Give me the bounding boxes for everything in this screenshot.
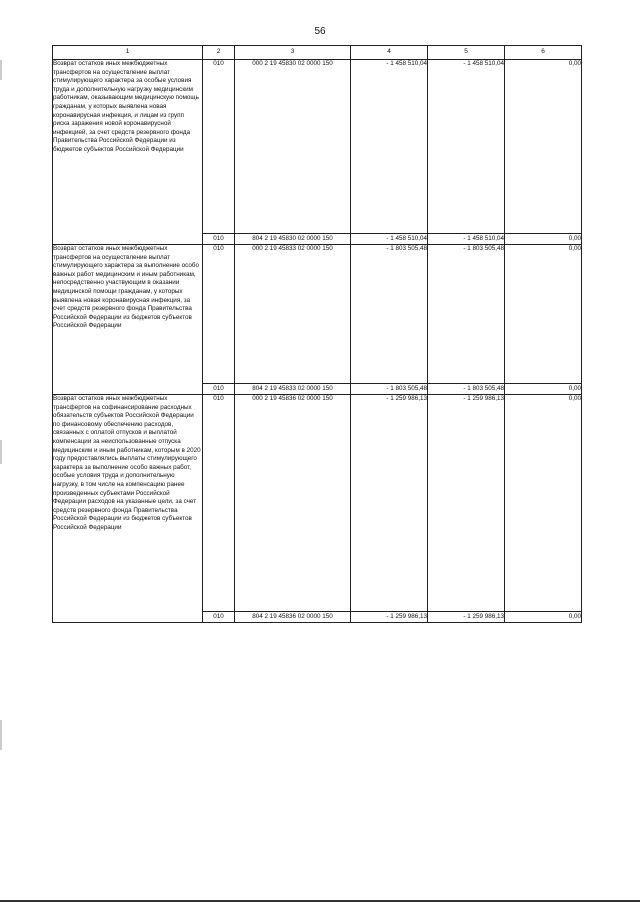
cell-col4: - 1 458 510,04 bbox=[351, 60, 428, 234]
scan-edge-mark bbox=[0, 440, 2, 464]
header-col-1: 1 bbox=[53, 46, 203, 60]
row-description: Возврат остатков иных межбюджетных трансфертов на осуществление выплат стимулирующего характера за особые условия труда и дополнительную нагрузку медицинским работникам, оказывающим медицинскую помощь гражданам, у которых выявлена новая коронавирусная инфекция, и лицам из групп риска заражения новой коронавирусной инфекцией, за счет средств резервного фонда Правительства Российской Федерации из бюджетов субъектов Российской Федерации bbox=[53, 60, 203, 245]
scan-bottom-edge bbox=[0, 900, 640, 902]
cell-col6: 0,00 bbox=[505, 234, 582, 245]
cell-col4: - 1 259 986,13 bbox=[351, 612, 428, 623]
scan-edge-mark bbox=[0, 720, 2, 750]
cell-col4: - 1 458 510,04 bbox=[351, 234, 428, 245]
cell-admin-code: 010 bbox=[203, 245, 235, 384]
scan-edge-mark bbox=[0, 60, 2, 80]
row-description: Возврат остатков иных межбюджетных трансфертов на софинансирование расходных обязательств субъектов Российской Федерации по финансовому обеспечению расходов, связанных с оплатой отпусков и выплатой компенсации за неиспользованные отпуска медицинским и иным работникам, которым в 2020 году предоставлялись выплаты стимулирующего характера за выполнение особо важных работ, особые условия труда и дополнительную нагрузку, в том числе на компенсацию ранее произведенных субъектами Российской Федерации расходов на указанные цели, за счет средств резервного фонда Правительства Российской Федерации из бюджетов субъектов Российской Федерации bbox=[53, 395, 203, 623]
header-col-2: 2 bbox=[203, 46, 235, 60]
cell-col5: - 1 803 505,48 bbox=[428, 384, 505, 395]
cell-col6: 0,00 bbox=[505, 245, 582, 384]
cell-admin-code: 010 bbox=[203, 395, 235, 612]
cell-col5: - 1 458 510,04 bbox=[428, 60, 505, 234]
cell-col6: 0,00 bbox=[505, 60, 582, 234]
header-col-3: 3 bbox=[235, 46, 351, 60]
cell-admin-code: 010 bbox=[203, 612, 235, 623]
cell-budget-code: 000 2 19 45836 02 0000 150 bbox=[235, 395, 351, 612]
cell-admin-code: 010 bbox=[203, 60, 235, 234]
header-col-6: 6 bbox=[505, 46, 582, 60]
cell-col5: - 1 458 510,04 bbox=[428, 234, 505, 245]
cell-col4: - 1 803 505,48 bbox=[351, 384, 428, 395]
cell-budget-code: 000 2 19 45833 02 0000 150 bbox=[235, 245, 351, 384]
header-row bbox=[53, 46, 582, 60]
cell-col5: - 1 259 986,13 bbox=[428, 612, 505, 623]
cell-col6: 0,00 bbox=[505, 384, 582, 395]
cell-col5: - 1 803 505,48 bbox=[428, 245, 505, 384]
cell-admin-code: 010 bbox=[203, 234, 235, 245]
cell-budget-code: 000 2 19 45830 02 0000 150 bbox=[235, 60, 351, 234]
cell-col4: - 1 259 986,13 bbox=[351, 395, 428, 612]
cell-budget-code: 804 2 19 45833 02 0000 150 bbox=[235, 384, 351, 395]
table-row bbox=[53, 60, 582, 234]
cell-budget-code: 804 2 19 45836 02 0000 150 bbox=[235, 612, 351, 623]
header-col-4: 4 bbox=[351, 46, 428, 60]
table-row bbox=[53, 395, 582, 612]
cell-admin-code: 010 bbox=[203, 384, 235, 395]
cell-col6: 0,00 bbox=[505, 612, 582, 623]
cell-budget-code: 804 2 19 45830 02 0000 150 bbox=[235, 234, 351, 245]
cell-col6: 0,00 bbox=[505, 395, 582, 612]
table-row bbox=[53, 245, 582, 384]
page-number: 56 bbox=[314, 26, 326, 37]
header-col-5: 5 bbox=[428, 46, 505, 60]
budget-table bbox=[52, 45, 582, 623]
row-description: Возврат остатков иных межбюджетных трансфертов на осуществление выплат стимулирующего характера за выполнение особо важных работ медицинским и иным работникам, непосредственно участвующим в оказании медицинской помощи гражданам, у которых выявлена новая коронавирусная инфекция, за счет средств резервного фонда Правительства Российской Федерации из бюджетов субъектов Российской Федерации bbox=[53, 245, 203, 395]
cell-col4: - 1 803 505,48 bbox=[351, 245, 428, 384]
cell-col5: - 1 259 986,13 bbox=[428, 395, 505, 612]
